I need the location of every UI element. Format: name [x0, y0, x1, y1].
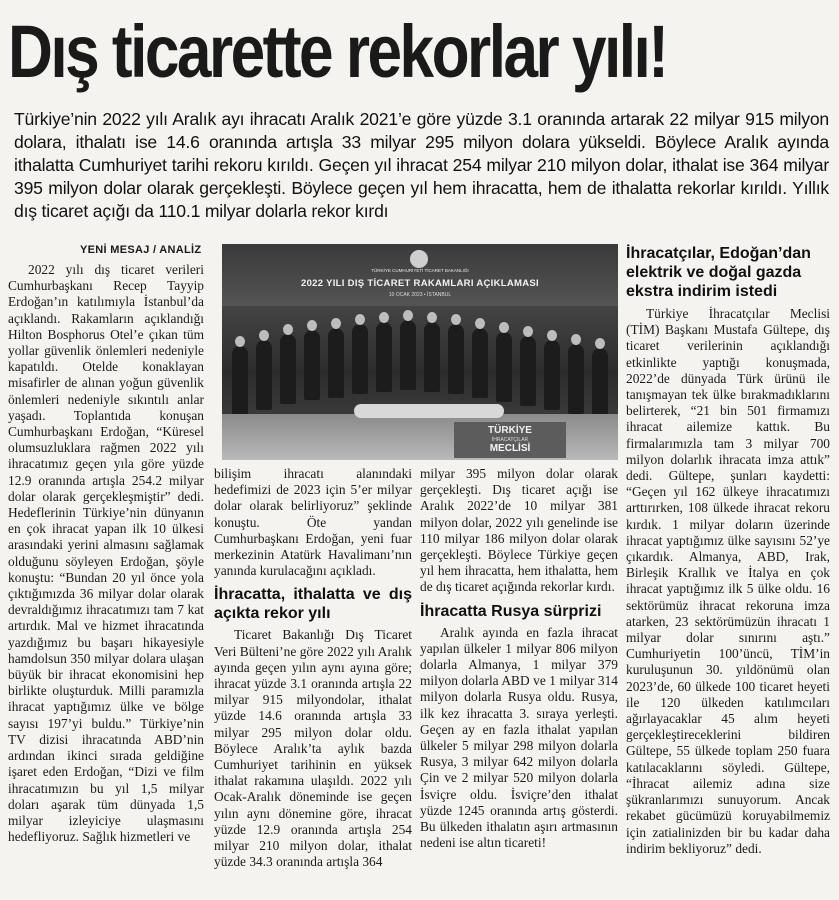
column-2-paragraph-1: bilişim ihracatı alanındaki hedefimizi de 2023 için 5’er milyar dolar olarak belirliyoruz” şeklinde konuştu. Öte yandan Cumhurbaşkanı Erdoğan, yeni fuar merkezinin Atatürk Havalimanı’nın yanında kurulacağını açıkladı. — [214, 466, 412, 579]
photo-org-text: TÜRKİYE CUMHURİYETİ TİCARET BAKANLIĞI — [371, 268, 469, 273]
photo-flowers — [354, 404, 504, 418]
column-2-subhead: İhracatta, ithalatta ve dış açıkta rekor yılı — [214, 586, 412, 623]
column-4 — [626, 306, 830, 857]
column-3-paragraph-2: Aralık ayında en fazla ihracat yapılan ülkeler 1 milyar 806 milyon dolarla Almanya, 1 milyar 379 milyon dolarla ABD ve 1 milyar 314 milyon dolarla Rusya oldu. Rusya, ilk kez ihracatta 3. sıraya yerleşti. Geçen ay en fazla ithalat yapılan ülkeler 5 milyar 298 milyon dolarla Rusya, 3 milyar 642 milyon dolarla Çin ve 2 milyar 520 milyon dolarla İsviçre oldu. İsviçre’den ithalat yüzde 1245 oranında artış gösterdi. Bu ülkeden ithalatın aşırı artmasının nedeni ise altın ticareti! — [420, 624, 618, 851]
column-2 — [214, 466, 412, 870]
column-3 — [420, 466, 618, 851]
headline: Dış ticarette rekorlar yılı! — [8, 10, 667, 93]
column-3-subhead: İhracatta Rusya sürprizi — [420, 602, 602, 620]
column-1-paragraph: 2022 yılı dış ticaret verileri Cumhurbaşkanı Recep Tayyip Erdoğan’ın katılımıyla İstanbul’da açıklandı. Rakamların açıklandığı Hilton Bosphorus Otel’e çıkan tüm yollar güvenlik önlemleri nedeniyle kapatıldı. Otelde konaklayan misafirler de alınan yoğun güvenlik önlemleri nedeniyle sıkıntılı anlar yaşadı. Toplantıda konuşan Cumhurbaşkanı Erdoğan, “Küresel olumsuzluklara rağmen 2022 yılı ihracatımız geçen yıla göre yüzde 12.9 oranında artışla 254.2 milyar dolar olarak gerçekleşmiştir” dedi. Hedeflerinin Türkiye’nin dünyanın en çok ihracat yapan ilk 10 ülkesi arasındaki yerini almasını sağlamak olduğunu söyleyen Erdoğan, şöyle konuştu: “Bundan 20 yıl önce yola çıktığımızda 36 milyar dolar olarak devraldığımız ihracatımızı tam 7 kat artırdık. Mal ve hizmet ihracatında yazdığımız bu başarı hikayesiyle hamdolsun 350 milyar dolara ulaşan büyük bir ihracat ekonomisini hep birlikte oluşturduk. Milli paramızla ihracat yaptığımız ülke ve bölge sayısı 197’yi buldu.” Türkiye’nin TV dizisi ihracatında ABD’nin ardından ikinci sırada geldiğine işaret eden Erdoğan, “Dizi ve film ihracatımızın bu yıl 1,5 milyar doları aşarak tüm dünyada 1,5 milyar izleyiciye ulaşmasını hedefliyoruz. Sağlık hizmetleri ve — [8, 262, 204, 845]
photo-crowd — [222, 306, 618, 416]
ministry-emblem-icon — [410, 250, 428, 268]
column-4-paragraph: Türkiye İhracatçılar Meclisi (TİM) Başkanı Mustafa Gültepe, dış ticaret verilerinin açıklandığı etkinlikte yaptığı konuşmada, 2022’de dünyada Türk ürünü ile tanışmayan tek ülke bırakmadıklarını belirterek, “21 bin 501 firmamızı ihracat ailemize kattık. Bu firmalarımızla tam 3 milyar 700 milyon dolarlık ihracata imza attık” dedi. Gültepe, şunları kaydetti: “Geçen yıl 162 ülkeye ihracatımızı arttırırken, 108 ülkede ihracat rekoru kırdık. 1 milyar doların üzerinde ihracat yaptığımız ülke sayısını 52’ye çıkardık. Almanya, ABD, Irak, Birleşik Krallık ve İtalya en çok ihracat yaptığımız ilk 5 ülke oldu. 16 sektörümüz ihracat rekoruna imza atarken, 23 sektörümüzün ihracatı 1 milyar dolar sınırını aştı.” Cumhuriyetin 100’üncü, TİM’in kuruluşunun 30. yıldönümü olan 2023’de, 60 ülkede 100 ticaret heyeti ile 120 ülkeden katılımcıları ağırlayacaklar 45 alım heyeti gerçekleştireceklerini bildiren Gültepe, 55 ülkede toplam 250 fuara katılacaklarını söyledi. Gültepe, “İhracat ailemiz adına size şükranlarımızı sunuyorum. Ancak rekabet gücümüzü koruyabilmemiz için zatialinizden bir bu kadar daha indirim bekliyoruz” dedi. — [626, 306, 830, 856]
lead-paragraph: Türkiye’nin 2022 yılı Aralık ayı ihracatı Aralık 2021’e göre yüzde 3.1 oranında artarak 22 milyar 915 milyon dolara, ithalatı ise 14.6 oranında artışla 33 milyar 295 milyon dolara yükseldi. Böylece Aralık ayında ithalatta Cumhuriyet tarihi rekoru kırıldı. Geçen yıl ihracat 254 milyar 210 milyon dolar, ithalat ise 364 milyar 395 milyon dolar olarak gerçekleşti. Böylece geçen yıl hem ihracatta, hem de ithalatta rekorlar kırıldı. Yıllık dış ticaret açığı da 110.1 milyar dolarla rekor kırdı — [14, 109, 829, 221]
photo-date-text: 10 OCAK 2023 • İSTANBUL — [388, 292, 452, 298]
podium-text-line3: MECLİSİ — [489, 443, 531, 454]
column-4-subhead: İhracatçılar, Edoğan’dan elektrik ve doğal gazda ekstra indirim istedi — [626, 245, 811, 300]
podium-text-line2: İHRACATÇILAR — [491, 437, 529, 443]
event-photo — [222, 244, 618, 460]
photo-title-text: 2022 YILI DIŞ TİCARET RAKAMLARI AÇIKLAMASI — [301, 278, 539, 289]
column-2-paragraph-2: Ticaret Bakanlığı Dış Ticaret Veri Bülteni’ne göre 2022 yılı Aralık ayında geçen yılın aynı ayına göre; ihracat yüzde 3.1 oranında artışla 22 milyar 915 milyondolar, ithalat yüzde 14.6 oranında artışla 33 milyar 295 milyon dolar oldu. Böylece Aralık’ta aylık bazda Cumhuriyet tarihinin en yüksek ithalat rakamına ulaşıldı. 2022 yılı Ocak-Aralık döneminde ise geçen yılın aynı dönemine göre, ihracat yüzde 12.9 oranında artışla 254 milyar 210 milyon dolar, ithalat yüzde 34.3 oranında artışla 364 — [214, 627, 412, 870]
podium-text-line1: TÜRKİYE — [488, 425, 532, 436]
byline: YENİ MESAJ / ANALİZ — [80, 244, 202, 256]
column-1 — [8, 262, 204, 845]
column-3-paragraph-1: milyar 395 milyon dolar olarak gerçekleşti. Dış ticaret açığı ise Aralık 2022’de 10 milyar 381 milyon dolar, 2022 yılı genelinde ise 110 milyar 186 milyon dolar olarak gerçekleşti. Böylece Türkiye geçen yıl hem ihracatta, hem ithalatta, hem de dış ticaret açığında rekorlar kırdı. — [420, 466, 618, 595]
